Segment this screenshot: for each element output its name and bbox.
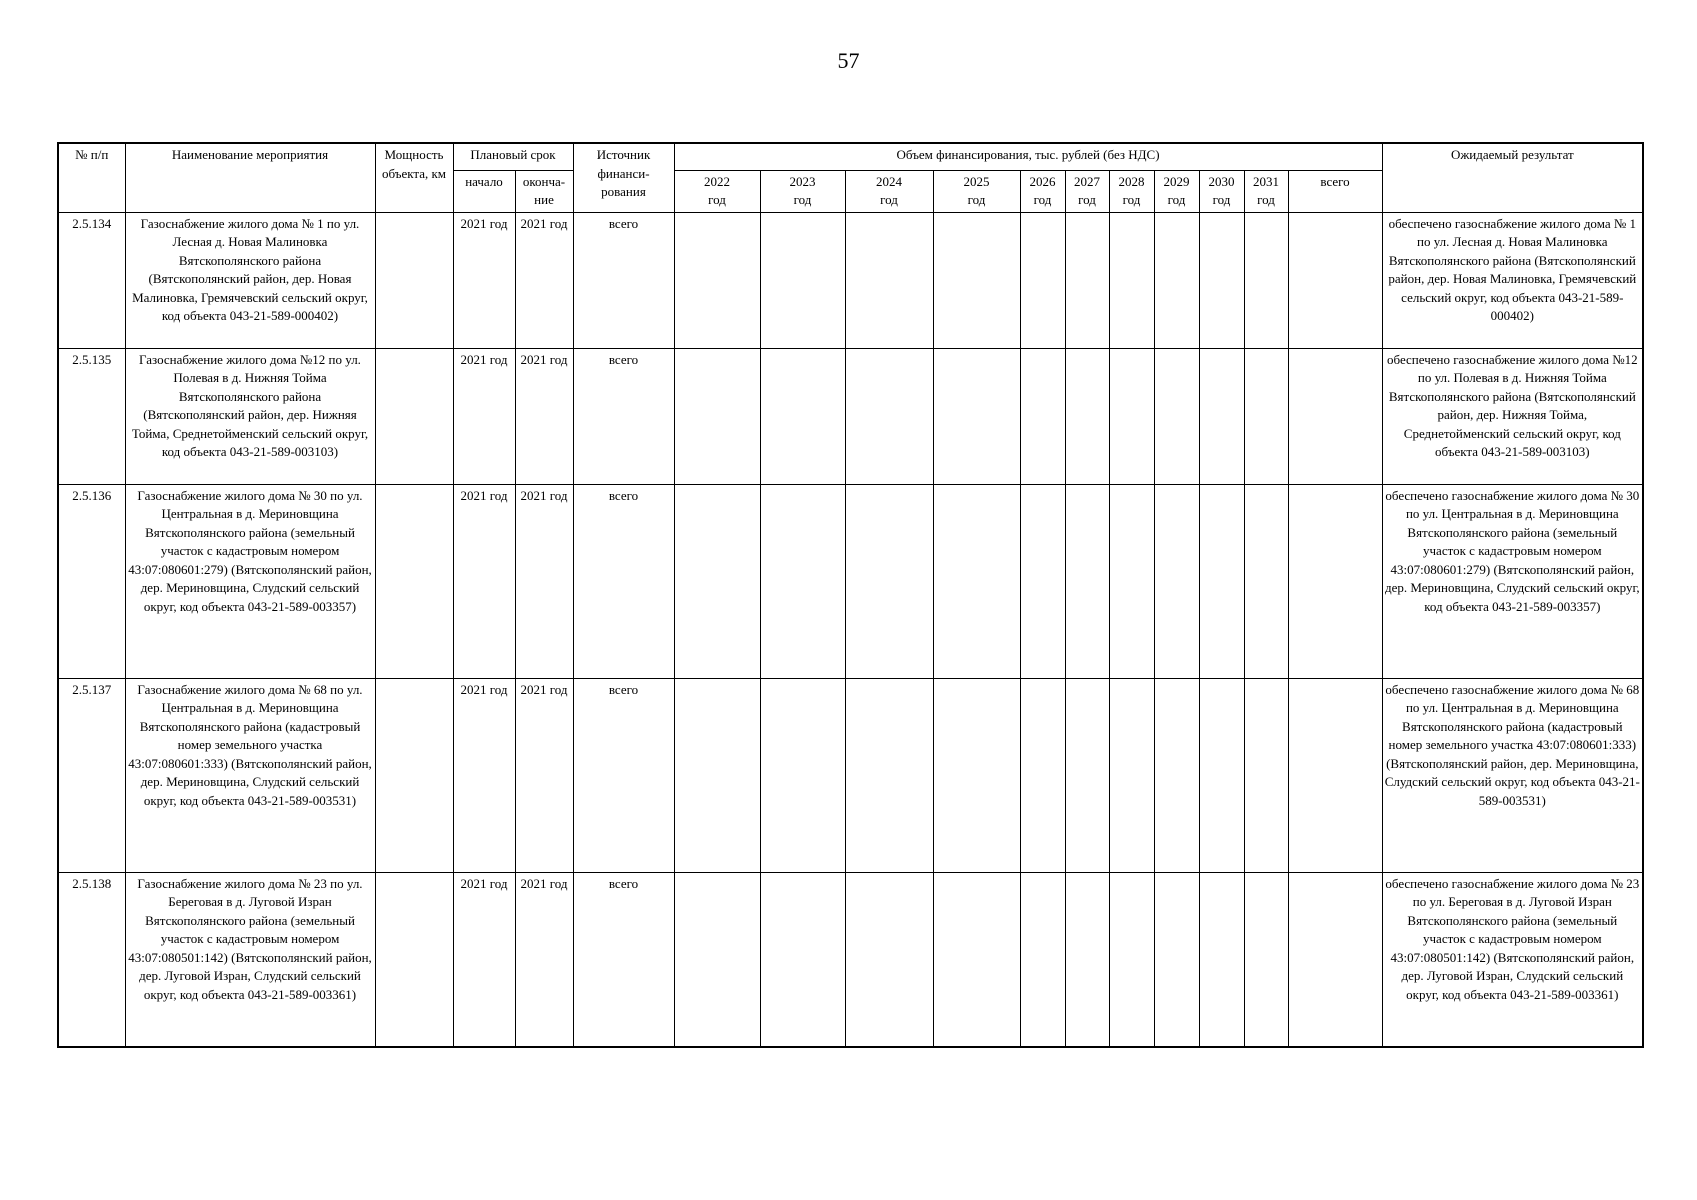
row-funding-cell [1065,872,1109,1047]
header-year-unit: год [880,192,898,207]
row-num: 2.5.135 [58,348,125,484]
row-name: Газоснабжение жилого дома № 1 по ул. Лесная д. Новая Малиновка Вятскополянского района (Вятскополянский район, дер. Новая Малиновка, Гремячевский сельский округ, код объекта 043-21-589-000402) [125,212,375,348]
row-funding-cell [1199,484,1244,678]
header-year-unit: год [708,192,726,207]
row-num: 2.5.134 [58,212,125,348]
header-year-4 [1020,170,1065,212]
row-funding-cell [760,212,845,348]
header-result: Ожидаемый результат [1382,143,1643,212]
row-result: обеспечено газоснабжение жилого дома № 23 по ул. Береговая в д. Луговой Изран Вятскополянского района (земельный участок с кадастровым номером 43:07:080501:142) (Вятскополянский район, дер. Луговой Изран, Слудский сельский округ, код объекта 043-21-589-003361) [1382,872,1643,1047]
header-funding: Объем финансирования, тыс. рублей (без НДС) [674,143,1382,170]
row-funding-cell [1154,484,1199,678]
row-funding-cell [1109,212,1154,348]
row-funding-cell [933,212,1020,348]
row-funding-cell [1065,348,1109,484]
row-source: всего [573,678,674,872]
header-year-value: 2023 [789,173,816,189]
row-end: 2021 год [515,678,573,872]
row-funding-cell [845,484,933,678]
row-start: 2021 год [453,212,515,348]
header-year-5 [1065,170,1109,212]
header-year-7 [1154,170,1199,212]
row-name: Газоснабжение жилого дома № 30 по ул. Центральная в д. Мериновщина Вятскополянского района (земельный участок с кадастровым номером 43:07:080601:279) (Вятскополянский район, дер. Мериновщина, Слудский сельский округ, код объекта 043-21-589-003357) [125,484,375,678]
row-num: 2.5.136 [58,484,125,678]
header-num: № п/п [58,143,125,212]
header-capacity: Мощность объекта, км [375,143,453,212]
table-row [58,212,1643,348]
row-funding-cell [1109,678,1154,872]
header-name: Наименование мероприятия [125,143,375,212]
row-funding-cell [1065,484,1109,678]
header-year-1 [760,170,845,212]
row-funding-cell [1154,348,1199,484]
row-capacity [375,348,453,484]
row-funding-cell [1244,678,1288,872]
row-funding-cell [760,872,845,1047]
row-funding-cell [1154,212,1199,348]
row-funding-cell [1199,872,1244,1047]
row-funding-cell [1109,484,1154,678]
row-funding-cell [1065,212,1109,348]
header-year-9 [1244,170,1288,212]
header-year-unit: год [1122,192,1141,207]
table-row [58,872,1643,1047]
row-end: 2021 год [515,212,573,348]
row-funding-cell [1288,212,1382,348]
row-funding-cell [760,348,845,484]
table-row [58,348,1643,484]
header-year-value: 2028 [1118,173,1145,189]
row-funding-cell [933,872,1020,1047]
header-year-unit: год [1033,192,1052,207]
row-source: всего [573,872,674,1047]
row-funding-cell [1288,348,1382,484]
row-funding-cell [1109,348,1154,484]
header-year-unit: год [1212,192,1231,207]
row-num: 2.5.138 [58,872,125,1047]
row-name: Газоснабжение жилого дома №12 по ул. Полевая в д. Нижняя Тойма Вятскополянского района (Вятскополянский район, дер. Нижняя Тойма, Среднетойменский сельский округ, код объекта 043-21-589-003103) [125,348,375,484]
row-funding-cell [1288,678,1382,872]
header-year-value: 2031 [1253,173,1279,189]
row-source: всего [573,348,674,484]
header-end-line2: ние [534,192,554,207]
row-funding-cell [845,678,933,872]
row-funding-cell [674,212,760,348]
row-name: Газоснабжение жилого дома № 68 по ул. Центральная в д. Мериновщина Вятскополянского района (кадастровый номер земельного участка 43:07:080601:333) (Вятскополянский район, дер. Мериновщина, Слудский сельский округ, код объекта 043-21-589-003531) [125,678,375,872]
header-year-value: 2030 [1208,173,1235,189]
header-year-2 [845,170,933,212]
row-result: обеспечено газоснабжение жилого дома № 30 по ул. Центральная в д. Мериновщина Вятскополянского района (земельный участок с кадастровым номером 43:07:080601:279) (Вятскополянский район, дер. Мериновщина, Слудский сельский округ, код объекта 043-21-589-003357) [1382,484,1643,678]
header-year-value: 2024 [876,173,902,189]
header-source: Источник финанси-рования [573,143,674,212]
row-funding-cell [1288,872,1382,1047]
row-source: всего [573,484,674,678]
header-year-value: 2027 [1074,173,1100,189]
row-funding-cell [1199,678,1244,872]
row-result: обеспечено газоснабжение жилого дома №12 по ул. Полевая в д. Нижняя Тойма Вятскополянского района (Вятскополянский район, дер. Нижняя Тойма, Среднетойменский сельский округ, код объекта 043-21-589-003103) [1382,348,1643,484]
row-capacity [375,678,453,872]
row-end: 2021 год [515,484,573,678]
row-funding-cell [1199,212,1244,348]
row-funding-cell [674,484,760,678]
row-funding-cell [933,348,1020,484]
row-funding-cell [674,348,760,484]
row-funding-cell [933,484,1020,678]
row-funding-cell [1020,348,1065,484]
row-funding-cell [1244,348,1288,484]
header-end [515,170,573,212]
row-capacity [375,872,453,1047]
row-funding-cell [1020,872,1065,1047]
row-funding-cell [674,872,760,1047]
header-start: начало [453,170,515,212]
row-funding-cell [1020,484,1065,678]
header-year-3 [933,170,1020,212]
header-year-unit: год [1167,192,1186,207]
table-row [58,484,1643,678]
row-funding-cell [845,348,933,484]
row-end: 2021 год [515,872,573,1047]
row-start: 2021 год [453,872,515,1047]
header-period: Плановый срок [453,143,573,170]
header-year-unit: год [793,192,812,207]
table-row [58,678,1643,872]
row-funding-cell [845,872,933,1047]
row-funding-cell [1109,872,1154,1047]
row-name: Газоснабжение жилого дома № 23 по ул. Береговая в д. Луговой Изран Вятскополянского района (земельный участок с кадастровым номером 43:07:080501:142) (Вятскополянский район, дер. Луговой Изран, Слудский сельский округ, код объекта 043-21-589-003361) [125,872,375,1047]
header-total: всего [1288,170,1382,212]
row-start: 2021 год [453,348,515,484]
row-funding-cell [760,678,845,872]
header-year-6 [1109,170,1154,212]
header-year-unit: год [1257,192,1275,207]
row-capacity [375,212,453,348]
row-result: обеспечено газоснабжение жилого дома № 68 по ул. Центральная в д. Мериновщина Вятскополянского района (кадастровый номер земельного участка 43:07:080601:333) (Вятскополянский район, дер. Мериновщина, Слудский сельский округ, код объекта 043-21-589-003531) [1382,678,1643,872]
row-funding-cell [1244,484,1288,678]
header-year-unit: год [967,192,986,207]
header-year-0 [674,170,760,212]
row-capacity [375,484,453,678]
header-year-value: 2022 [704,173,730,189]
row-funding-cell [933,678,1020,872]
row-source: всего [573,212,674,348]
row-funding-cell [1020,678,1065,872]
row-num: 2.5.137 [58,678,125,872]
row-funding-cell [845,212,933,348]
row-funding-cell [674,678,760,872]
row-funding-cell [1020,212,1065,348]
header-year-value: 2026 [1029,173,1056,189]
row-end: 2021 год [515,348,573,484]
row-funding-cell [1244,212,1288,348]
row-start: 2021 год [453,678,515,872]
header-year-value: 2025 [963,173,990,189]
header-year-8 [1199,170,1244,212]
row-start: 2021 год [453,484,515,678]
header-end-line1: оконча- [522,173,566,189]
page-number: 57 [837,48,860,73]
row-funding-cell [1244,872,1288,1047]
funding-table [57,142,1644,1048]
row-funding-cell [1065,678,1109,872]
row-result: обеспечено газоснабжение жилого дома № 1 по ул. Лесная д. Новая Малиновка Вятскополянского района (Вятскополянский район, дер. Новая Малиновка, Гремячевский сельский округ, код объекта 043-21-589-000402) [1382,212,1643,348]
row-funding-cell [1154,678,1199,872]
row-funding-cell [1288,484,1382,678]
header-year-unit: год [1078,192,1096,207]
header-year-value: 2029 [1163,173,1190,189]
row-funding-cell [1199,348,1244,484]
row-funding-cell [760,484,845,678]
row-funding-cell [1154,872,1199,1047]
